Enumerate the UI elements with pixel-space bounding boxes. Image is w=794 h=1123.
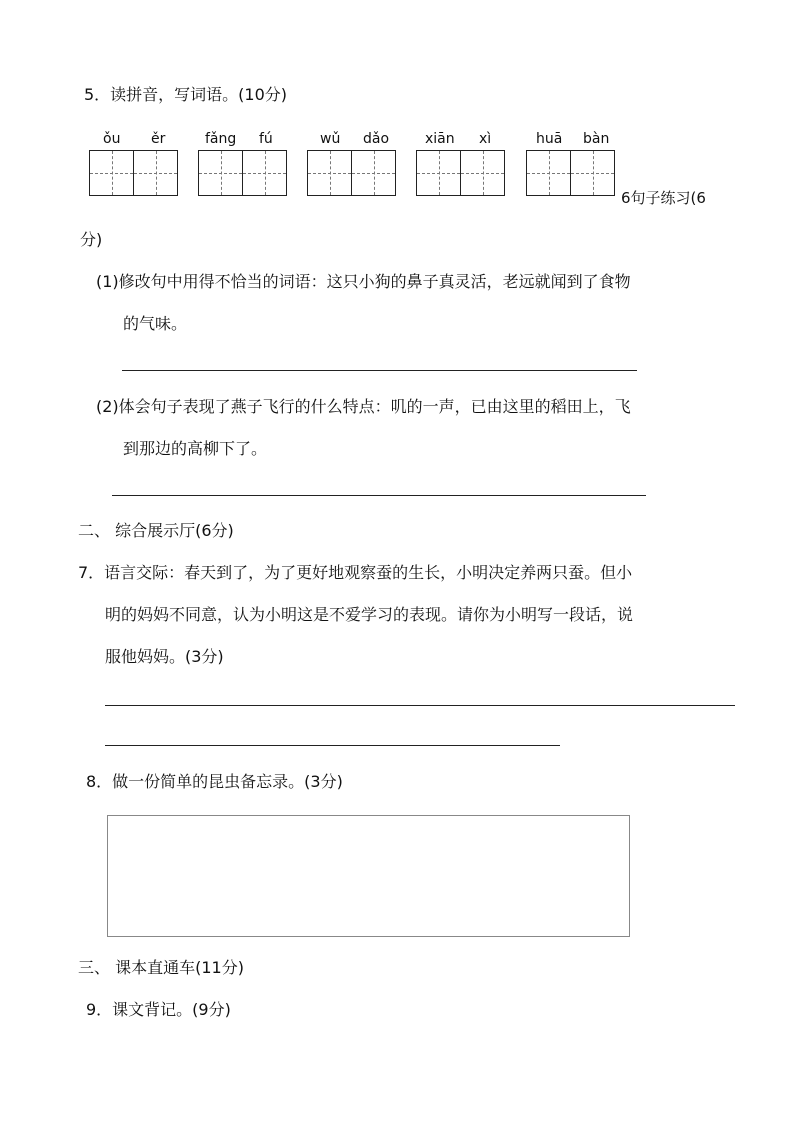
writing-grid-2[interactable]: [198, 150, 287, 196]
writing-cell[interactable]: [460, 150, 505, 196]
q7-line1: 7．语言交际：春天到了，为了更好地观察蚕的生长，小明决定养两只蚕。但小: [78, 563, 633, 582]
pinyin-2a: fǎng: [205, 131, 237, 147]
pinyin-4b: xì: [479, 131, 492, 147]
pinyin-4a: xiān: [425, 131, 455, 147]
pinyin-5a: huā: [536, 131, 563, 147]
q7-line3: 服他妈妈。(3分): [105, 647, 224, 666]
writing-cell[interactable]: [526, 150, 571, 196]
answer-line-q6-2[interactable]: [112, 495, 646, 496]
writing-grid-3[interactable]: [307, 150, 396, 196]
pinyin-1b: ěr: [151, 131, 166, 147]
q8-title: 8．做一份简单的昆虫备忘录。(3分): [86, 772, 343, 791]
writing-cell[interactable]: [133, 150, 178, 196]
writing-grid-1[interactable]: [89, 150, 178, 196]
answer-line-q6-1[interactable]: [122, 370, 637, 371]
writing-cell[interactable]: [198, 150, 243, 196]
memo-answer-box[interactable]: [107, 815, 630, 937]
pinyin-3b: dǎo: [363, 131, 390, 147]
section2-title: 二、 综合展示厅(6分): [78, 521, 234, 540]
writing-cell[interactable]: [416, 150, 461, 196]
q6-title-part2: 分): [80, 230, 103, 249]
answer-line-q7-1[interactable]: [105, 705, 735, 706]
writing-grid-4[interactable]: [416, 150, 505, 196]
writing-grid-5[interactable]: [526, 150, 615, 196]
pinyin-3a: wǔ: [320, 131, 341, 147]
q9-title: 9．课文背记。(9分): [86, 1000, 231, 1019]
q5-title: 5．读拼音，写词语。(10分): [84, 85, 288, 104]
pinyin-5b: bàn: [583, 131, 610, 147]
answer-line-q7-2[interactable]: [105, 745, 560, 746]
q6-sub1-line1: (1)修改句中用得不恰当的词语：这只小狗的鼻子真灵活，老远就闻到了食物: [96, 272, 631, 291]
writing-cell[interactable]: [351, 150, 396, 196]
q7-line2: 明的妈妈不同意，认为小明这是不爱学习的表现。请你为小明写一段话，说: [105, 605, 634, 624]
q6-title-part1: 6句子练习(6: [621, 189, 706, 207]
q6-sub2-line1: (2)体会句子表现了燕子飞行的什么特点：叽的一声，已由这里的稻田上，飞: [96, 397, 631, 416]
writing-cell[interactable]: [307, 150, 352, 196]
writing-cell[interactable]: [89, 150, 134, 196]
q6-sub2-line2: 到那边的高柳下了。: [123, 439, 268, 458]
pinyin-2b: fú: [259, 131, 273, 147]
section3-title: 三、 课本直通车(11分): [78, 958, 244, 977]
writing-cell[interactable]: [570, 150, 615, 196]
pinyin-1a: ǒu: [103, 131, 121, 147]
q6-sub1-line2: 的气味。: [123, 314, 188, 333]
writing-cell[interactable]: [242, 150, 287, 196]
